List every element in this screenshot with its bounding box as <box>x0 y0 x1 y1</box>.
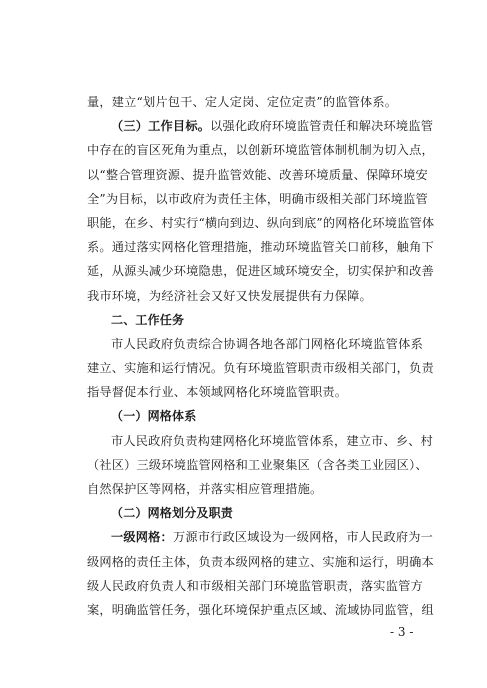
text-line: 以“整合管理资源、提升监管效能、改善环境质量、保障环境安 <box>87 167 428 182</box>
text-line <box>87 525 434 549</box>
subsection-heading: （二）网格划分及职责 <box>111 506 234 521</box>
subsection-heading: （一）网格体系 <box>111 409 197 424</box>
text-line: 延，从源头减少环境隐患，促进区域环境安全，切实保护和改善 <box>87 264 434 279</box>
text-line: 指导督促本行业、本领域网格化环境监管职责。 <box>87 385 348 400</box>
page-number: - 3 - <box>390 625 414 639</box>
text-line: （社区）三级环境监管网格和工业聚集区（含各类工业园区）、 <box>87 457 428 472</box>
text-line: 我市环境，为经济社会又好又快发展提供有力保障。 <box>87 288 372 303</box>
paragraph-lead: （三）工作目标。 <box>111 119 211 134</box>
text-line <box>87 114 434 138</box>
text-line: 自然保护区等网格，并落实相应管理措施。 <box>87 482 323 496</box>
text-line <box>87 501 423 525</box>
text-line: 建立、实施和运行情况。负有环境监管职责市级相关部门，负责 <box>87 361 434 376</box>
text-line: 系。通过落实网格化管理措施，推动环境监管关口前移，触角下 <box>87 240 434 255</box>
text-line: 全”为目标，以市政府为责任主体，明确市级相关部门环境监管 <box>87 191 428 206</box>
text-line <box>87 404 423 428</box>
text-line: 量，建立“划片包干、定人定岗、定位定责”的监管体系。 <box>87 95 398 109</box>
text-line: 级人民政府负责人和市级相关部门环境监管职责，落实监管方 <box>87 578 423 593</box>
paragraph-text: 万源市行政区域设为一级网格，市人民政府为一 <box>172 530 434 545</box>
section-heading: 二、工作任务 <box>111 312 185 327</box>
text-line: 市人民政府负责构建网格化环境监管体系，建立市、乡、村 <box>111 433 434 448</box>
text-line: 中存在的盲区死角为重点，以创新环境监管体制机制为切入点， <box>87 143 434 158</box>
paragraph-text: 以强化政府环境监管责任和解决环境监管 <box>210 119 434 134</box>
text-line <box>87 308 423 332</box>
text-line: 市人民政府负责综合协调各地各部门网格化环境监管体系 <box>111 336 423 351</box>
document-body <box>87 90 435 622</box>
text-line: 职能，在乡、村实行“横向到边、纵向到底”的网格化环境监管体 <box>87 215 435 230</box>
text-line: 级网格的责任主体，负责本级网格的建立、实施和运行，明确本 <box>87 554 434 569</box>
paragraph-lead: 一级网格： <box>111 530 173 545</box>
text-line: 案，明确监管任务，强化环境保护重点区域、流域协同监管，组 <box>87 602 434 617</box>
